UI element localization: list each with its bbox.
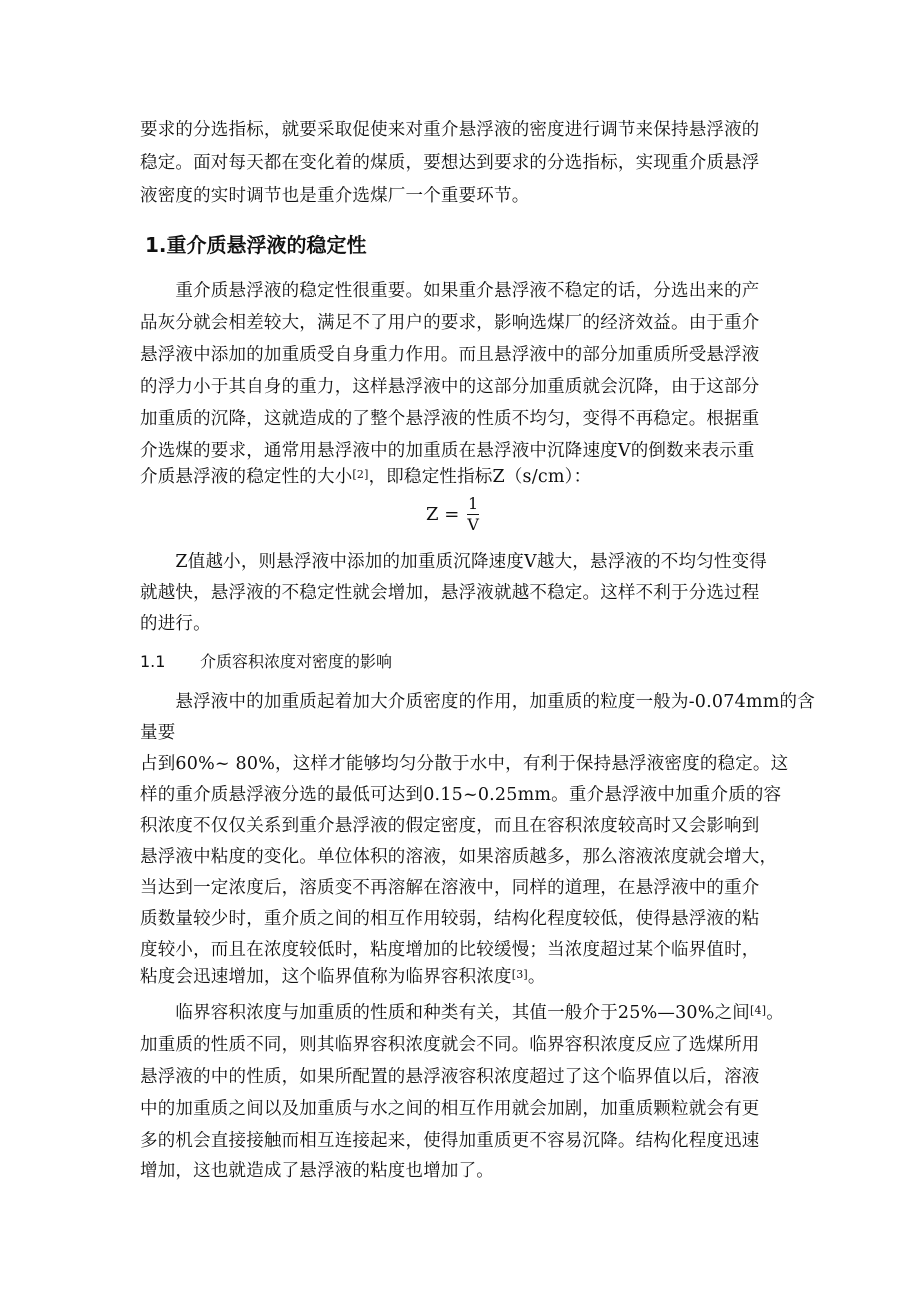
s1-p1-line-6: 介选煤的要求，通常用悬浮液中的加重质在悬浮液中沉降速度V的倒数来表示重 — [140, 441, 755, 461]
citation-ref: [3] — [511, 968, 528, 981]
formula-lhs: Z = — [426, 504, 460, 525]
ss-p2-line-6: 增加，这也就造成了悬浮液的粘度也增加了。 — [140, 1161, 494, 1181]
formula-fraction — [465, 494, 481, 535]
s1-p2-line-1: Z值越小，则悬浮液中添加的加重质沉降速度V越大，悬浮液的不均匀性变得 — [140, 552, 767, 572]
s1-p1-line-2: 品灰分就会相差较大，满足不了用户的要求，影响选煤厂的经济效益。由于重介 — [140, 313, 760, 333]
ss-p1-line-10 — [140, 962, 546, 992]
ss-p2-line-3: 悬浮液的中的性质，如果所配置的悬浮液容积浓度超过了这个临界值以后，溶液 — [140, 1067, 760, 1087]
ss-p2-line-1 — [140, 998, 784, 1028]
ss-p1-line-5: 积浓度不仅仅关系到重介悬浮液的假定密度，而且在容积浓度较高时又会影响到 — [140, 816, 760, 836]
text-span: 临界容积浓度与加重质的性质和种类有关，其值一般介于25%—30%之间 — [140, 1003, 750, 1023]
text-span: 介质悬浮液的稳定性的大小 — [140, 467, 353, 487]
ss-p1-line-4: 样的重介质悬浮液分选的最低可达到0.15~0.25mm。重介悬浮液中加重介质的容 — [140, 785, 782, 805]
ss-p1-line-3: 占到60%~ 80%，这样才能够均匀分散于水中，有利于保持悬浮液密度的稳定。这 — [140, 754, 789, 774]
ss-p2-line-4: 中的加重质之间以及加重质与水之间的相互作用就会加剧，加重质颗粒就会有更 — [140, 1099, 760, 1119]
text-span: ，即稳定性指标Z（s/cm）： — [368, 467, 592, 487]
s1-p1-line-5: 加重质的沉降，这就造成的了整个悬浮液的性质不均匀，变得不再稳定。根据重 — [140, 409, 760, 429]
text-span: 。 — [766, 1003, 784, 1023]
subsection-title: 介质容积浓度对密度的影响 — [200, 652, 393, 671]
s1-p2-line-2: 就越快，悬浮液的不稳定性就会增加，悬浮液就越不稳定。这样不利于分选过程 — [140, 583, 760, 603]
s1-p2-line-3: 的进行。 — [140, 614, 211, 634]
formula-numerator: 1 — [468, 494, 479, 513]
intro-line-1: 要求的分选指标，就要采取促使来对重介悬浮液的密度进行调节来保持悬浮液的 — [140, 120, 760, 140]
s1-p1-line-1: 重介质悬浮液的稳定性很重要。如果重介悬浮液不稳定的话，分选出来的产 — [140, 281, 760, 301]
citation-ref: [2] — [352, 468, 369, 481]
formula-denominator: V — [467, 515, 479, 534]
subsection-number: 1.1 — [140, 652, 166, 671]
ss-p1-line-9: 度较小，而且在浓度较低时，粘度增加的比较缓慢；当浓度超过某个临界值时， — [140, 940, 760, 960]
ss-p1-line-8: 质数量较少时，重介质之间的相互作用较弱，结构化程度较低，使得悬浮液的粘 — [140, 909, 760, 929]
section-heading: 1.重介质悬浮液的稳定性 — [145, 233, 367, 257]
citation-ref: [4] — [750, 1004, 767, 1017]
text-span: 。 — [527, 967, 546, 987]
ss-p1-line-6: 悬浮液中粘度的变化。单位体积的溶液，如果溶质越多，那么溶液浓度就会增大， — [140, 847, 778, 867]
s1-p1-line-3: 悬浮液中添加的加重质受自身重力作用。而且悬浮液中的部分加重质所受悬浮液 — [140, 345, 760, 365]
intro-line-2: 稳定。面对每天都在变化着的煤质，要想达到要求的分选指标，实现重介质悬浮 — [140, 153, 760, 173]
intro-line-3: 液密度的实时调节也是重介选煤厂一个重要环节。 — [140, 186, 530, 206]
ss-p2-line-2: 加重质的性质不同，则其临界容积浓度就会不同。临界容积浓度反应了选煤所用 — [140, 1035, 760, 1055]
ss-p1-line-7: 当达到一定浓度后，溶质变不再溶解在溶液中，同样的道理，在悬浮液中的重介 — [140, 878, 760, 898]
ss-p2-line-5: 多的机会直接接触而相互连接起来，使得加重质更不容易沉降。结构化程度迅速 — [140, 1131, 760, 1151]
s1-p1-line-7 — [140, 462, 591, 492]
text-span: 粘度会迅速增加，这个临界值称为临界容积浓度 — [140, 967, 512, 987]
ss-p1-line-1: 悬浮液中的加重质起着加大介质密度的作用，加重质的粒度一般为-0.074mm的含 — [140, 692, 815, 712]
stability-formula — [426, 494, 481, 535]
s1-p1-line-4: 的浮力小于其自身的重力，这样悬浮液中的这部分加重质就会沉降，由于这部分 — [140, 377, 760, 397]
ss-p1-line-2: 量要 — [140, 723, 176, 743]
subsection-heading — [140, 648, 392, 676]
